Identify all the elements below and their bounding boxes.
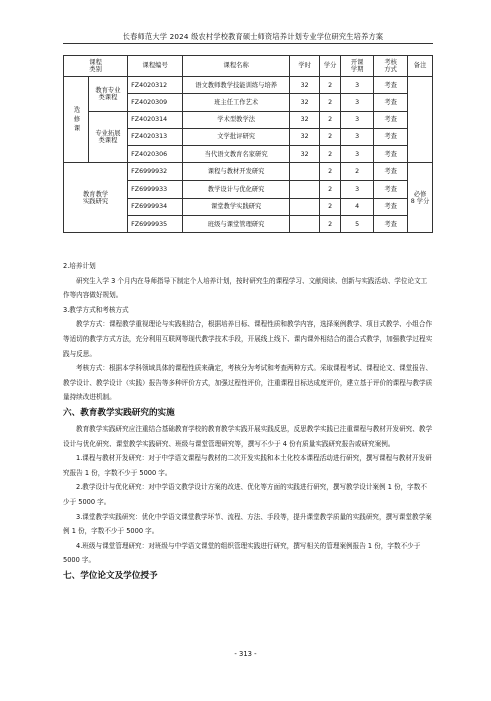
col-semester: 开课 学期 [341,56,374,77]
course-semester: 3 [341,94,374,111]
course-hours [290,163,320,181]
col-category: 课程 类别 [64,56,128,77]
course-credits: 2 [320,111,341,128]
paragraph: 考核方式：根据本学科领域具体的课程性质来确定，考核分为考试和考查两种方式。采取课程考试、课程论文、课堂报告、教学设计、教学设计（实践）报告等多种评价方式，加强过程性评价，注重课程目标达成度评价，建立基于评价的课程与教学质量持续改进机制。 [63,364,433,402]
course-code: FZ6999935 [128,216,183,233]
course-credits: 2 [320,198,341,215]
chapter-heading: 六、教育教学实践研究的实施 [63,407,175,418]
course-credits: 2 [320,146,341,163]
course-assessment: 考查 [374,128,408,145]
course-name: 学术型教学法 [183,111,290,128]
course-hours: 32 [290,94,320,111]
course-hours: 32 [290,111,320,128]
course-table [63,55,433,233]
col-name: 课程名称 [183,56,290,77]
course-hours: 32 [290,77,320,94]
paragraph: 教育教学实践研究应注重结合基础教育学校的教育教学实践开展实践反思，反思教学实践已注重课程与教材开发研究、教学设计与优化研究、课堂教学实践研究、班级与课堂管理研究等，撰写不少于 4 份有质量实践研究报告或研究案例。 [63,424,433,448]
course-name: 文学批评研究 [183,128,290,145]
running-header: 长春师范大学 2024 级农村学校教育硕士师资培养计划专业学位研究生培养方案 [122,32,384,41]
course-semester: 3 [341,181,374,198]
course-credits: 2 [320,181,341,198]
course-code: FZ4020309 [128,94,183,111]
course-assessment: 考查 [374,111,408,128]
body-text [63,259,433,585]
list-item: 1.课程与教材开发研究：对于中学语文课程与教材的二次开发实践和本土化校本课程活动进行研究，撰写课程与教材开发研究报告 1 份，字数不少于 5000 字。 [63,454,432,477]
course-credits: 2 [320,128,341,145]
list-item: 2.教学设计与优化研究：对中学语文教学设计方案的改进、优化等方面的实践进行研究，撰写教学设计案例 1 份，字数不少于 5000 字。 [63,483,427,506]
col-hours: 学时 [290,56,320,77]
section-heading: 3.教学方式和考核方式 [63,305,129,314]
subgroup-major: 专业拓展 类课程 [88,111,127,163]
course-assessment: 考查 [374,146,408,163]
table-row [64,77,433,94]
course-credits: 2 [320,94,341,111]
table-row [64,163,433,181]
course-assessment: 考查 [374,198,408,215]
course-code: FZ4020314 [128,111,183,128]
remark-cell [408,77,433,163]
course-semester: 3 [341,77,374,94]
table-row [64,111,433,128]
course-assessment: 考查 [374,181,408,198]
course-hours [290,198,320,215]
course-semester: 3 [341,146,374,163]
course-hours [290,181,320,198]
course-credits: 2 [320,216,341,233]
course-code: FZ6999933 [128,181,183,198]
group-practice: 教育教学 实践研究 [64,163,128,233]
col-remarks: 备注 [408,56,433,77]
course-credits: 2 [320,163,341,181]
course-code: FZ4020306 [128,146,183,163]
chapter-heading: 七、学位论文及学位授予 [63,570,158,581]
course-hours: 32 [290,128,320,145]
col-code: 课程编号 [128,56,183,77]
course-name: 课堂教学实践研究 [183,198,290,215]
course-name: 课程与教材开发研究 [183,163,290,181]
course-name: 班级与课堂管理研究 [183,216,290,233]
paragraph: 教学方式：课程教学重视理论与实践相结合，根据培养目标、课程性质和教学内容，选择案例教学、项目式教学、小组合作等适切的教学方式方法，充分利用互联网等现代教学技术手段，开展线上线下、课内课外相结合的混合式教学，加强教学过程实践与反思。 [63,320,433,358]
course-assessment: 考查 [374,216,408,233]
section-heading: 2.培养计划 [63,262,96,270]
header-rule [63,43,433,44]
subgroup-education: 教育专业 类课程 [88,77,127,112]
course-semester: 3 [341,111,374,128]
course-assessment: 考查 [374,77,408,94]
col-assessment: 考核 方式 [374,56,408,77]
practice-remark: 必修 8 学分 [408,163,433,233]
course-assessment: 考查 [374,163,408,181]
course-code: FZ6999934 [128,198,183,215]
table-header-row [64,56,433,77]
course-hours [290,216,320,233]
course-name: 语文教师教学技能训练与培养 [183,77,290,94]
group-elective: 选修课 [64,77,89,163]
course-hours: 32 [290,146,320,163]
list-item: 3.课堂教学实践研究：优化中学语文课堂教学环节、流程、方法、手段等，提升课堂教学质量的实践研究，撰写课堂教学案例 1 份，字数不少于 5000 字。 [63,512,432,536]
course-name: 班主任工作艺术 [183,94,290,111]
course-code: FZ6999932 [128,163,183,181]
course-semester: 3 [341,128,374,145]
page-number: - 313 - [234,650,257,658]
course-semester: 5 [341,216,374,233]
paragraph: 研究生入学 3 个月内在导师指导下制定个人培养计划，按时研究生的课程学习、文献阅读、创新与实践活动、学位论文工作等内容做好规划。 [63,276,428,300]
course-code: FZ4020313 [128,128,183,145]
course-name: 教学设计与优化研究 [183,181,290,198]
course-semester: 4 [341,198,374,215]
col-credits: 学分 [320,56,341,77]
course-assessment: 考查 [374,94,408,111]
course-name: 当代语文教育名家研究 [183,146,290,163]
course-code: FZ4020312 [128,77,183,94]
list-item: 4.班级与课堂管理研究：对班级与中学语文课堂的组织管理实践进行研究，撰写相关的管理案例报告 1 份，字数不少于 5000 字。 [63,541,421,565]
course-credits: 2 [320,77,341,94]
course-semester: 2 [341,163,374,181]
